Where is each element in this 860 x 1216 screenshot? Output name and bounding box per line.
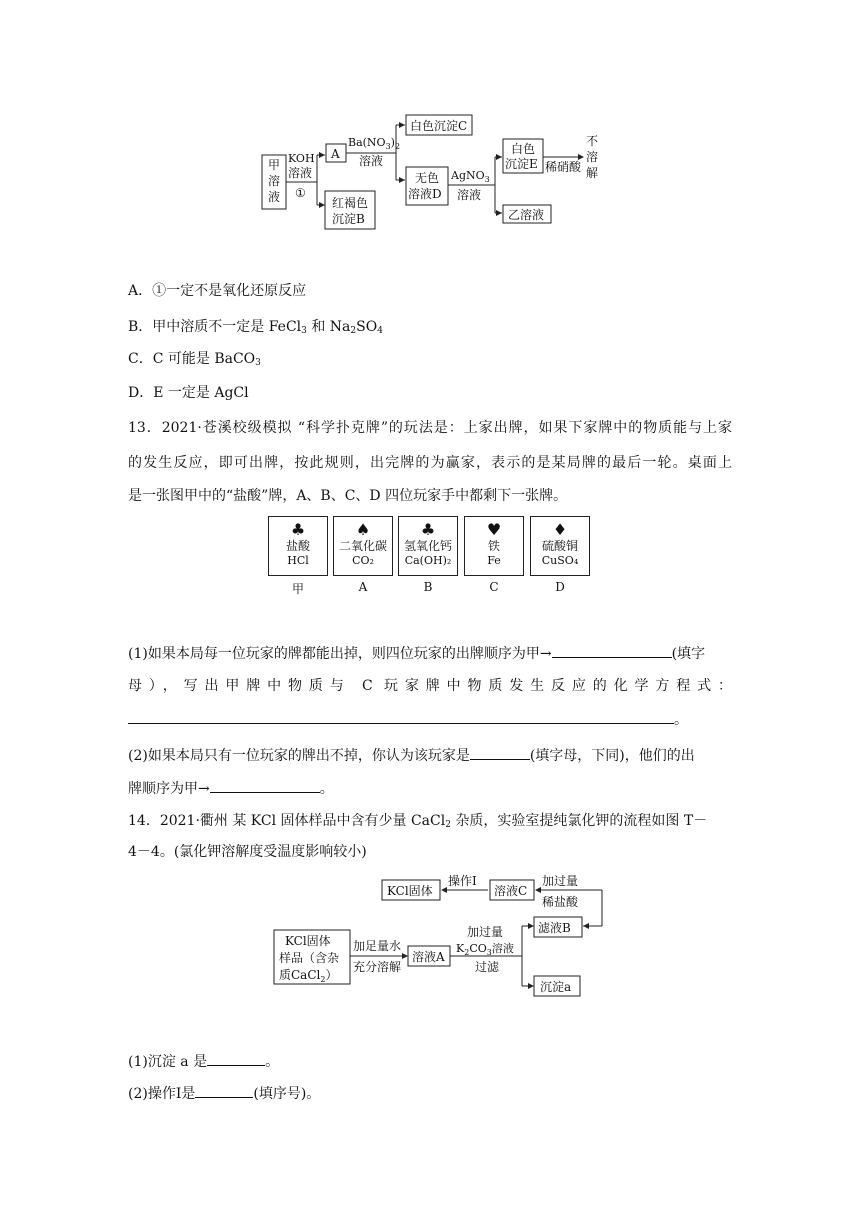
option-D: D．E 一定是 AgCl [128,385,249,401]
label-insoluble-char: 溶 [586,150,599,164]
card-owner-label: C [489,580,499,594]
answer-blank-ppt-a[interactable] [207,1050,265,1066]
label-colorless: 无色 [415,171,440,185]
label-dissolve: 充分溶解 [353,960,402,974]
label-red-brown: 红褐色 [332,196,369,210]
label-op1: 操作Ⅰ [448,874,477,888]
label-sol-D: 溶液D [408,187,442,201]
label-agno3: AgNO$_3$ [451,169,490,184]
card-substance-name: 盐酸 [285,539,310,553]
label-koh-solution: 溶液 [288,166,313,180]
option-B: B．甲中溶质不一定是 FeCl$_3$ 和 $Na_2SO_4$ [128,319,383,336]
card-formula: Fe [487,554,501,567]
label-ppt-a: 沉淀a [540,980,572,994]
label-ppt-E: 沉淀E [505,157,538,171]
card-substance-name: 氢氧化钙 [403,539,452,553]
q13-part1-line2: 母），写出甲牌中物质与 C 玩家牌中物质发生反应的化学方程式： [128,678,732,694]
card-substance-name: 铁 [487,539,500,553]
q13-line1: 13．2021·苍溪校级模拟 “科学扑克牌”的玩法是：上家出牌，如果下家牌中的物质能与上家 [128,420,732,436]
card-suit-icon: ♠ [355,520,371,539]
answer-blank-player[interactable] [470,744,530,760]
label-insoluble-char: 不 [586,134,599,148]
label-yi-solution: 乙溶液 [508,208,545,222]
label-step-1: ① [295,186,306,200]
card-suit-icon: ♣ [290,520,306,539]
poker-card [530,516,590,576]
option-C: C．C 可能是 BaCO$_3$ [128,351,261,368]
q13-line3: 是一张图甲中的“盐酸”牌，A、B、C、D 四位玩家手中都剩下一张牌。 [128,488,568,504]
q13-part2-line1: (2)如果本局只有一位玩家的牌出不掉，你认为该玩家是 (填字母，下同)，他们的出 [128,744,695,766]
card-suit-icon: ♥ [486,520,502,539]
label-kcl-solid: KCl固体 [387,884,433,898]
poker-card [398,516,458,576]
label-sol-C: 溶液C [494,884,528,898]
q14-part1: (1)沉淀 a 是 。 [128,1050,279,1072]
q13-part1-line3: 。 [128,708,688,730]
card-formula: CuSO₄ [541,554,579,567]
label-sample-3: 质CaCl$_2$） [279,968,338,984]
poker-card [333,516,393,576]
q14-line1: 14．2021·衢州 某 KCl 固体样品中含有少量 CaCl$_2$ 杂质，实验室提纯氯化钾的流程如图 T－ [128,813,708,830]
poker-card [268,516,328,576]
answer-blank-order[interactable] [552,642,672,658]
label-add-water: 加足量水 [353,939,402,953]
answer-blank-op1[interactable] [195,1082,253,1098]
label-ppt-B: 沉淀B [332,212,365,226]
q13-line2: 的发生反应，即可出牌，按此规则，出完牌的为赢家，表示的是某局牌的最后一轮。桌面上 [128,455,732,471]
answer-blank-order-2[interactable] [210,777,320,793]
card-owner-label: 甲 [291,582,304,596]
label-ba-solution: 溶液 [359,154,384,168]
label-jia-char: 甲 [268,158,281,172]
q13-part2-line2: 牌顺序为甲→ 。 [128,777,334,799]
label-A: A [331,147,340,161]
label-dilute-nitric: 稀硝酸 [545,160,582,174]
card-substance-name: 二氧化碳 [338,539,387,553]
card-owner-label: A [358,580,368,594]
answer-blank-equation[interactable] [128,708,674,724]
label-dilute-hcl: 稀盐酸 [542,895,579,909]
q14-part2: (2)操作Ⅰ是 (填序号)。 [128,1082,320,1104]
label-add-excess-2: 加过量 [467,925,504,939]
card-owner-label: D [555,580,565,594]
label-ba-nitrate: $Ba(NO_3)_2$ [348,136,401,151]
poker-card [464,516,524,576]
option-A: A．①一定不是氧化还原反应 [128,283,307,299]
card-formula: HCl [287,554,309,567]
reaction-flow-diagram [255,105,625,235]
label-k2co3: $K_2CO_3$溶液 [456,942,514,957]
card-suit-icon: ♦ [552,520,568,539]
label-jia-char: 溶 [268,174,281,188]
q13-part1-line1: (1)如果本局每一位玩家的牌都能出掉，则四位玩家的出牌顺序为甲→ (填字 [128,642,705,664]
label-filtrate-B: 滤液B [538,921,571,935]
card-owner-label: B [423,580,433,594]
label-sample-1: KCl固体 [285,934,331,948]
card-formula: Ca(OH)₂ [404,554,452,567]
label-add-excess: 加过量 [542,874,579,888]
kcl-purification-flow [270,870,610,1000]
label-ag-solution: 溶液 [457,188,482,202]
label-white-ppt-C: 白色沉淀C [410,119,468,133]
label-filter: 过滤 [475,960,500,974]
label-jia-char: 液 [268,190,281,204]
card-suit-icon: ♣ [420,520,436,539]
label-koh: KOH [288,152,315,165]
label-sol-A: 溶液A [412,950,445,964]
label-sample-2: 样品（含杂 [279,951,340,965]
label-insoluble-char: 解 [586,166,599,180]
card-formula: CO₂ [352,554,374,567]
label-white: 白色 [511,142,536,156]
q14-line2: 4－4。(氯化钾溶解度受温度影响较小) [128,844,367,860]
card-substance-name: 硫酸铜 [541,539,578,553]
